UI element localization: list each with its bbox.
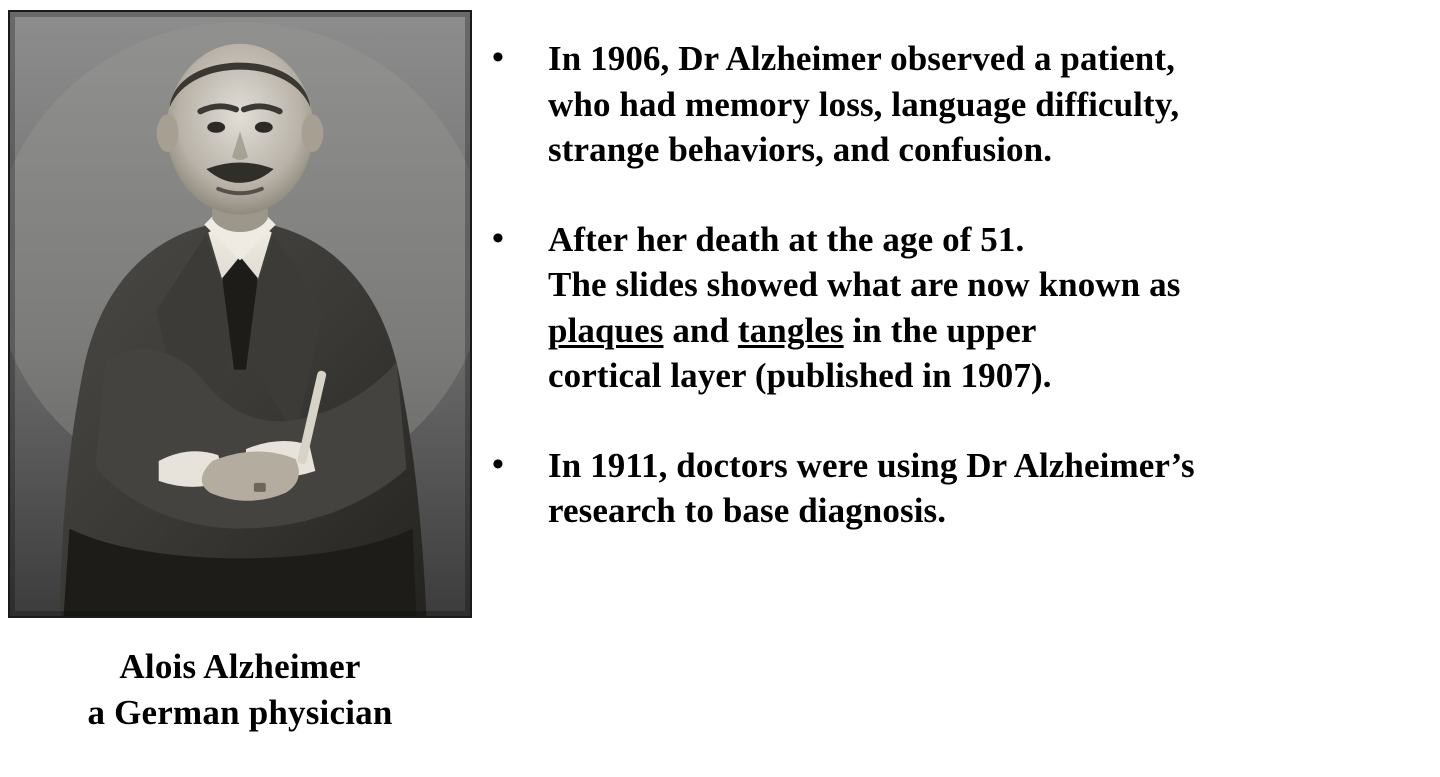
bullet-line: In 1911, doctors were using Dr Alzheimer’s — [548, 445, 1195, 485]
portrait-frame — [8, 10, 472, 618]
bullet-line: research to base diagnosis. — [548, 491, 947, 530]
list-item — [486, 36, 1416, 173]
list-item — [486, 443, 1416, 534]
portrait-column — [8, 10, 472, 736]
bullet-text — [548, 443, 1416, 534]
bullet-dot-icon: • — [492, 39, 504, 76]
bullet-line-emphasis: plaques and tangles in the upper — [548, 310, 1037, 350]
emphasis-tangles: tangles — [737, 310, 844, 350]
bullet-line: strange behaviors, and confusion. — [548, 130, 1053, 169]
caption-line-2: a German physician — [87, 693, 393, 733]
bullet-line: After her death at the age of 51. — [548, 219, 1025, 259]
bullet-line: The slides showed what are now known as — [548, 265, 1181, 304]
bullet-line: In 1906, Dr Alzheimer observed a patient, — [548, 39, 1175, 78]
bullet-line: cortical layer (published in 1907). — [548, 356, 1052, 395]
bullet-text — [548, 36, 1416, 173]
caption-line-1: Alois Alzheimer — [119, 647, 361, 686]
list-item — [486, 217, 1416, 399]
bullet-dot-icon: • — [492, 445, 504, 483]
bullet-line: who had memory loss, language difficulty, — [548, 84, 1180, 124]
emphasis-plaques: plaques — [548, 310, 664, 350]
bullet-dot-icon: • — [492, 219, 504, 257]
portrait-caption — [8, 644, 472, 736]
alois-alzheimer-portrait — [10, 12, 470, 616]
bullet-text — [548, 217, 1416, 399]
bullet-list — [486, 36, 1416, 578]
